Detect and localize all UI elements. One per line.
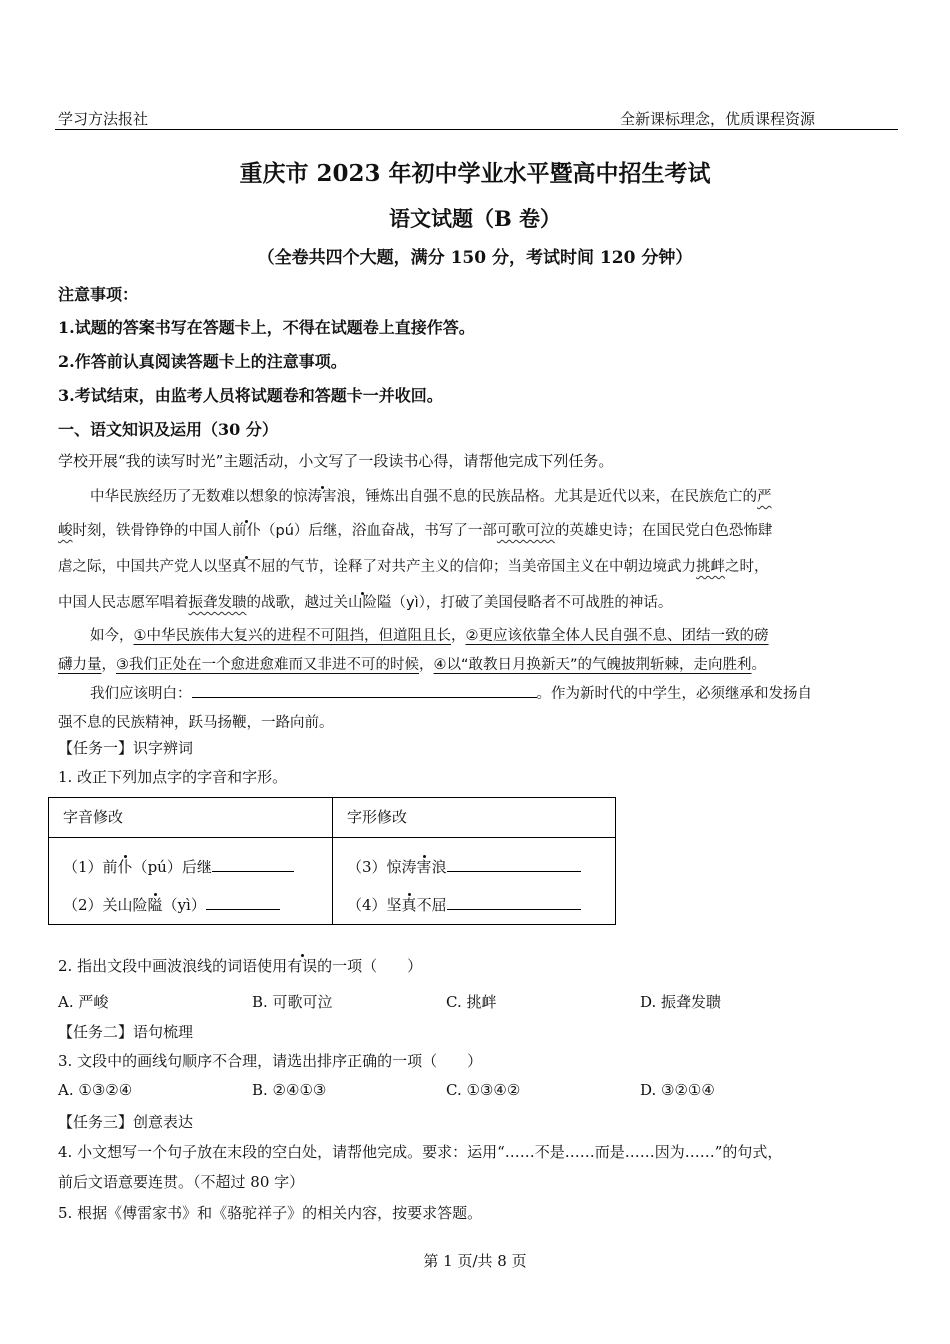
header-left: 学习方法报社 <box>58 110 149 128</box>
answer-blank[interactable] <box>192 683 537 698</box>
question-text: 4. 小文想写一个句子放在末段的空白处，请帮他完成。要求：运用“……不是……而是……因为……”的句式， <box>58 1143 783 1161</box>
passage-line: 如今，①中华民族伟大复兴的进程不可阻挡，但道阻且长，②更应该依靠全体人民自强不息、团结一致的磅 <box>90 628 769 644</box>
task-heading: 【任务一】识字辨词 <box>58 739 194 757</box>
note-item: 2.作答前认真阅读答题卡上的注意事项。 <box>58 352 347 371</box>
passage-line: 虐之际，中国共产党人以坚真不屈的气节，诠释了对共产主义的信仰；当美帝国主义在中朝边境武力挑衅之时， <box>58 559 769 575</box>
exam-title: 重庆市 2023 年初中学业水平暨高中招生考试 <box>239 160 711 187</box>
passage-line: 我们应该明白： 。作为新时代的中学生，必须继承和发扬自 <box>90 682 812 703</box>
answer-blank[interactable] <box>447 895 581 910</box>
choice-option[interactable]: A. ①③②④ <box>58 1081 133 1099</box>
exam-info: （全卷共四个大题，满分 150 分，考试时间 120 分钟） <box>257 248 693 268</box>
passage-line: 峻时刻，铁骨铮铮的中国人前仆（pú）后继，浴血奋战，书写了一部可歌可泣的英雄史诗；在国民党白色恐怖肆 <box>58 523 773 539</box>
question-text: 3. 文段中的画线句顺序不合理，请选出排序正确的一项（ ） <box>58 1052 483 1070</box>
table-cell: （1）前仆（pú）后继 （2）关山险隘（yì） <box>49 838 333 925</box>
choice-option[interactable]: B. ②④①③ <box>252 1081 327 1099</box>
question-text: 1. 改正下列加点字的字音和字形。 <box>58 768 288 786</box>
notes-heading: 注意事项： <box>58 285 139 304</box>
question-text: 前后文语意要连贯。（不超过 80 字） <box>58 1173 305 1191</box>
answer-blank[interactable] <box>447 857 581 872</box>
table-header: 字形修改 <box>333 798 616 838</box>
choice-option[interactable]: C. 挑衅 <box>446 993 497 1011</box>
task-heading: 【任务二】语句梳理 <box>58 1023 194 1041</box>
passage-line: 中华民族经历了无数难以想象的惊涛害浪，锤炼出自强不息的民族品格。尤其是近代以来，在民族危亡的严 <box>90 489 772 505</box>
section-heading: 一、语文知识及运用（30 分） <box>58 420 278 439</box>
answer-blank[interactable] <box>206 895 280 910</box>
choice-option[interactable]: A. 严峻 <box>58 993 109 1011</box>
answer-table <box>48 797 616 925</box>
passage-line: 强不息的民族精神，跃马扬鞭，一路向前。 <box>58 715 334 731</box>
header-divider <box>55 129 898 130</box>
exam-subtitle: 语文试题（B 卷） <box>388 206 562 231</box>
table-cell: （3）惊涛害浪 （4）坚真不屈 <box>333 838 616 925</box>
question-text: 2. 指出文段中画波浪线的词语使用有误的一项（ ） <box>58 957 423 975</box>
passage-line: 中国人民志愿军唱着振聋发聩的战歌，越过关山险隘（yì），打破了美国侵略者不可战胜的神话。 <box>58 595 673 611</box>
passage-line: 礴力量，③我们正处在一个愈进愈难而又非进不可的时候，④以“敢教日月换新天”的气魄披荆斩棘，走向胜利。 <box>58 657 767 673</box>
note-item: 1.试题的答案书写在答题卡上，不得在试题卷上直接作答。 <box>58 318 475 337</box>
answer-blank[interactable] <box>212 857 294 872</box>
choice-option[interactable]: D. 振聋发聩 <box>640 993 722 1011</box>
note-item: 3.考试结束，由监考人员将试题卷和答题卡一并收回。 <box>58 386 443 405</box>
task-heading: 【任务三】创意表达 <box>58 1113 194 1131</box>
choice-option[interactable]: D. ③②①④ <box>640 1081 715 1099</box>
header-right: 全新课标理念，优质课程资源 <box>620 110 816 128</box>
choice-option[interactable]: B. 可歌可泣 <box>252 993 333 1011</box>
table-header: 字音修改 <box>49 798 333 838</box>
section-intro: 学校开展“我的读写时光”主题活动，小文写了一段读书心得，请帮他完成下列任务。 <box>58 452 614 470</box>
question-text: 5. 根据《傅雷家书》和《骆驼祥子》的相关内容，按要求答题。 <box>58 1204 483 1222</box>
choice-option[interactable]: C. ①③④② <box>446 1081 521 1099</box>
page-number: 第 1 页/共 8 页 <box>423 1252 527 1270</box>
